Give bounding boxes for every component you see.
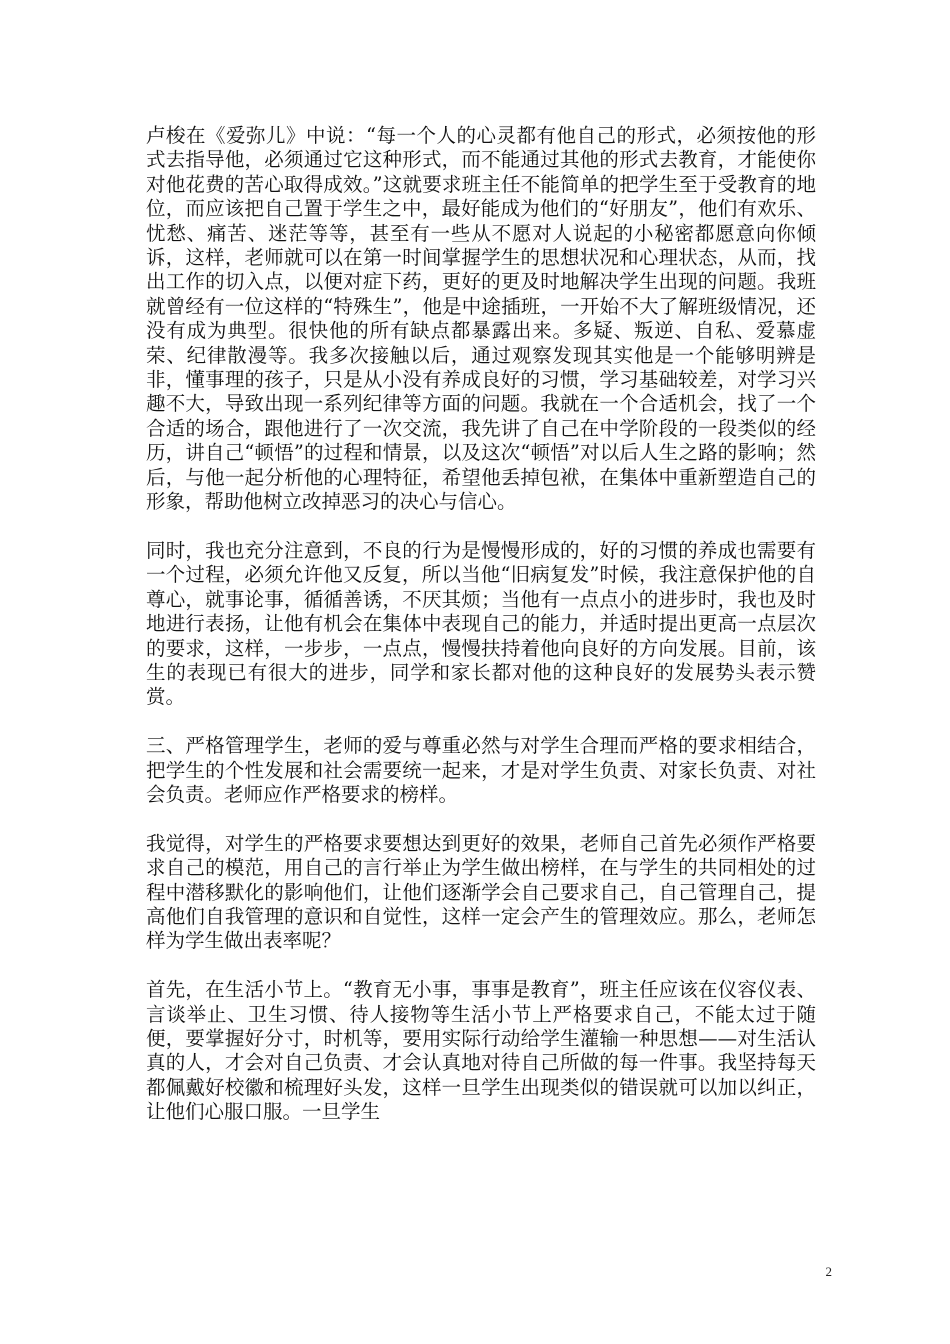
paragraph-patience: 同时，我也充分注意到，不良的行为是慢慢形成的，好的习惯的养成也需要有一个过程，必须允许他又反复，所以当他“旧病复发”时候，我注意保护他的自尊心，就事论事，循循善诱，不厌其烦；当他有一点点小的进步时，我也及时地进行表扬，让他有机会在集体中表现自己的能力，并适时提出更高一点层次的要求，这样，一步步，一点点，慢慢扶持着他向良好的方向发展。目前，该生的表现已有很大的进步，同学和家长都对他的这种良好的发展势头表示赞赏。 <box>146 538 816 709</box>
page-number: 2 <box>825 1264 832 1279</box>
paragraph-rousseau-quote: 卢梭在《爱弥儿》中说：“每一个人的心灵都有他自己的形式，必须按他的形式去指导他，必须通过它这种形式，而不能通过其他的形式去教育，才能使你对他花费的苦心取得成效。”这就要求班主任不能简单的把学生至于受教育的地位，而应该把自己置于学生之中，最好能成为他们的“好朋友”，他们有欢乐、忧愁、痛苦、迷茫等等，甚至有一些从不愿对人说起的小秘密都愿意向你倾诉，这样，老师就可以在第一时间掌握学生的思想状况和心理状态，从而，找出工作的切入点，以便对症下药，更好的更及时地解决学生出现的问题。我班就曾经有一位这样的“特殊生”，他是中途插班，一开始不大了解班级情况，还没有成为典型。很快他的所有缺点都暴露出来。多疑、叛逆、自私、爱慕虚荣、纪律散漫等。我多次接触以后，通过观察发现其实他是一个能够明辨是非，懂事理的孩子，只是从小没有养成良好的习惯，学习基础较差，对学习兴趣不大，导致出现一系列纪律等方面的问题。我就在一个合适机会，找了一个合适的场合，跟他进行了一次交流，我先讲了自己在中学阶段的一段类似的经历，讲自己“顿悟”的过程和情景，以及这次“顿悟”对以后人生之路的影响；然后，与他一起分析他的心理特征，希望他丢掉包袱，在集体中重新塑造自己的形象，帮助他树立改掉恶习的决心与信心。 <box>146 124 816 514</box>
paragraph-daily-details: 首先，在生活小节上。“教育无小事，事事是教育”，班主任应该在仪容仪表、言谈举止、卫生习惯、待人接物等生活小节上严格要求自己，不能太过于随便，要掌握好分寸，时机等，要用实际行动给学生灌输一种思想——对生活认真的人，才会对自己负责、才会认真地对待自己所做的每一件事。我坚持每天都佩戴好校徽和梳理好头发，这样一旦学生出现类似的错误就可以加以纠正，让他们心服口服。一旦学生 <box>146 978 816 1124</box>
paragraph-teacher-example: 我觉得，对学生的严格要求要想达到更好的效果，老师自己首先必须作严格要求自己的模范，用自己的言行举止为学生做出榜样，在与学生的共同相处的过程中潜移默化的影响他们，让他们逐渐学会自己要求自己，自己管理自己，提高他们自我管理的意识和自觉性，这样一定会产生的管理效应。那么，老师怎样为学生做出表率呢？ <box>146 831 816 953</box>
paragraph-section-three-heading: 三、严格管理学生，老师的爱与尊重必然与对学生合理而严格的要求相结合，把学生的个性发展和社会需要统一起来，才是对学生负责、对家长负责、对社会负责。老师应作严格要求的榜样。 <box>146 734 816 806</box>
body-text <box>146 124 816 1125</box>
